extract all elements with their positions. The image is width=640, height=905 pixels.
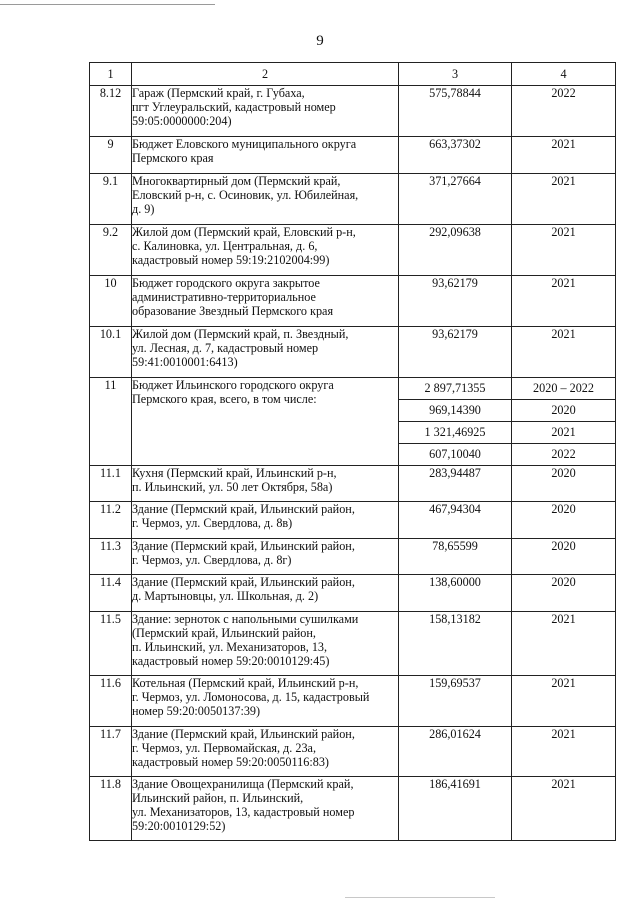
item-description: Здание (Пермский край, Ильинский район, г. Чермоз, ул. Первомайская, д. 23а, кадастровый номер 59:20:0050116:83): [132, 727, 399, 777]
amount-cell: 607,10040: [399, 444, 512, 466]
page-number: 9: [316, 33, 324, 49]
year-cell: 2020: [512, 539, 616, 575]
amount-cell: 138,60000: [399, 575, 512, 612]
table-row: [90, 378, 616, 400]
column-header: 1: [90, 63, 132, 86]
column-header: 3: [399, 63, 512, 86]
table-row: [90, 727, 616, 777]
row-number: 11.2: [90, 502, 132, 539]
year-cell: 2022: [512, 86, 616, 137]
row-number: 11.7: [90, 727, 132, 777]
row-number: 11.4: [90, 575, 132, 612]
year-cell: 2021: [512, 676, 616, 727]
item-description: Здание (Пермский край, Ильинский район, г. Чермоз, ул. Свердлова, д. 8г): [132, 539, 399, 575]
amount-cell: 186,41691: [399, 777, 512, 841]
item-description: Здание Овощехранилища (Пермский край, Ильинский район, п. Ильинский, ул. Механизаторов, 13, кадастровый номер 59:20:0010129:52): [132, 777, 399, 841]
year-cell: 2020 – 2022: [512, 378, 616, 400]
amount-cell: 283,94487: [399, 466, 512, 502]
item-description: Бюджет городского округа закрытое административно-территориальное образование Звездный Пермского края: [132, 276, 399, 327]
table-row: [90, 466, 616, 502]
amount-cell: 93,62179: [399, 327, 512, 378]
row-number: 11.3: [90, 539, 132, 575]
budget-table: [89, 62, 616, 841]
year-cell: 2021: [512, 174, 616, 225]
table-row: [90, 327, 616, 378]
amount-cell: 969,14390: [399, 400, 512, 422]
scan-artifact-line: [345, 897, 495, 898]
item-description: Бюджет Еловского муниципального округа Пермского края: [132, 137, 399, 174]
table-row: [90, 276, 616, 327]
row-number: 11: [90, 378, 132, 466]
table-row: [90, 777, 616, 841]
year-cell: 2021: [512, 276, 616, 327]
row-number: 9: [90, 137, 132, 174]
table-row: [90, 225, 616, 276]
column-header: 2: [132, 63, 399, 86]
table-row: [90, 137, 616, 174]
year-cell: 2021: [512, 422, 616, 444]
amount-cell: 159,69537: [399, 676, 512, 727]
table-row: [90, 539, 616, 575]
table-row: [90, 174, 616, 225]
row-number: 9.2: [90, 225, 132, 276]
row-number: 11.1: [90, 466, 132, 502]
amount-cell: 663,37302: [399, 137, 512, 174]
year-cell: 2020: [512, 575, 616, 612]
year-cell: 2021: [512, 777, 616, 841]
item-description: Котельная (Пермский край, Ильинский р-н, г. Чермоз, ул. Ломоносова, д. 15, кадастровый номер 59:20:0050137:39): [132, 676, 399, 727]
scan-artifact-line: [0, 4, 215, 5]
amount-cell: 93,62179: [399, 276, 512, 327]
item-description: Здание (Пермский край, Ильинский район, г. Чермоз, ул. Свердлова, д. 8в): [132, 502, 399, 539]
amount-cell: 1 321,46925: [399, 422, 512, 444]
year-cell: 2020: [512, 466, 616, 502]
amount-cell: 286,01624: [399, 727, 512, 777]
item-description: Гараж (Пермский край, г. Губаха, пгт Углеуральский, кадастровый номер 59:05:0000000:204): [132, 86, 399, 137]
amount-cell: 78,65599: [399, 539, 512, 575]
amount-cell: 467,94304: [399, 502, 512, 539]
item-description: Бюджет Ильинского городского округа Пермского края, всего, в том числе:: [132, 378, 399, 466]
row-number: 11.8: [90, 777, 132, 841]
item-description: Жилой дом (Пермский край, Еловский р-н, с. Калиновка, ул. Центральная, д. 6, кадастровый номер 59:19:2102004:99): [132, 225, 399, 276]
year-cell: 2022: [512, 444, 616, 466]
row-number: 10: [90, 276, 132, 327]
table-row: [90, 612, 616, 676]
amount-cell: 371,27664: [399, 174, 512, 225]
year-cell: 2021: [512, 225, 616, 276]
table-row: [90, 502, 616, 539]
item-description: Здание (Пермский край, Ильинский район, д. Мартыновцы, ул. Школьная, д. 2): [132, 575, 399, 612]
row-number: 8.12: [90, 86, 132, 137]
year-cell: 2021: [512, 327, 616, 378]
year-cell: 2021: [512, 137, 616, 174]
row-number: 10.1: [90, 327, 132, 378]
amount-cell: 158,13182: [399, 612, 512, 676]
row-number: 11.5: [90, 612, 132, 676]
amount-cell: 2 897,71355: [399, 378, 512, 400]
item-description: Здание: зерноток с напольными сушилками (Пермский край, Ильинский район, п. Ильинский, ул. Механизаторов, 13, кадастровый номер 59:20:0010129:45): [132, 612, 399, 676]
item-description: Жилой дом (Пермский край, п. Звездный, ул. Лесная, д. 7, кадастровый номер 59:41:0010001:6413): [132, 327, 399, 378]
column-header: 4: [512, 63, 616, 86]
year-cell: 2020: [512, 502, 616, 539]
year-cell: 2021: [512, 727, 616, 777]
item-description: Кухня (Пермский край, Ильинский р-н, п. Ильинский, ул. 50 лет Октября, 58а): [132, 466, 399, 502]
amount-cell: 292,09638: [399, 225, 512, 276]
year-cell: 2020: [512, 400, 616, 422]
row-number: 11.6: [90, 676, 132, 727]
table-row: [90, 575, 616, 612]
amount-cell: 575,78844: [399, 86, 512, 137]
item-description: Многоквартирный дом (Пермский край, Еловский р-н, с. Осиновик, ул. Юбилейная, д. 9): [132, 174, 399, 225]
table-row: [90, 676, 616, 727]
row-number: 9.1: [90, 174, 132, 225]
table-header-row: [90, 63, 616, 86]
year-cell: 2021: [512, 612, 616, 676]
table-row: [90, 86, 616, 137]
